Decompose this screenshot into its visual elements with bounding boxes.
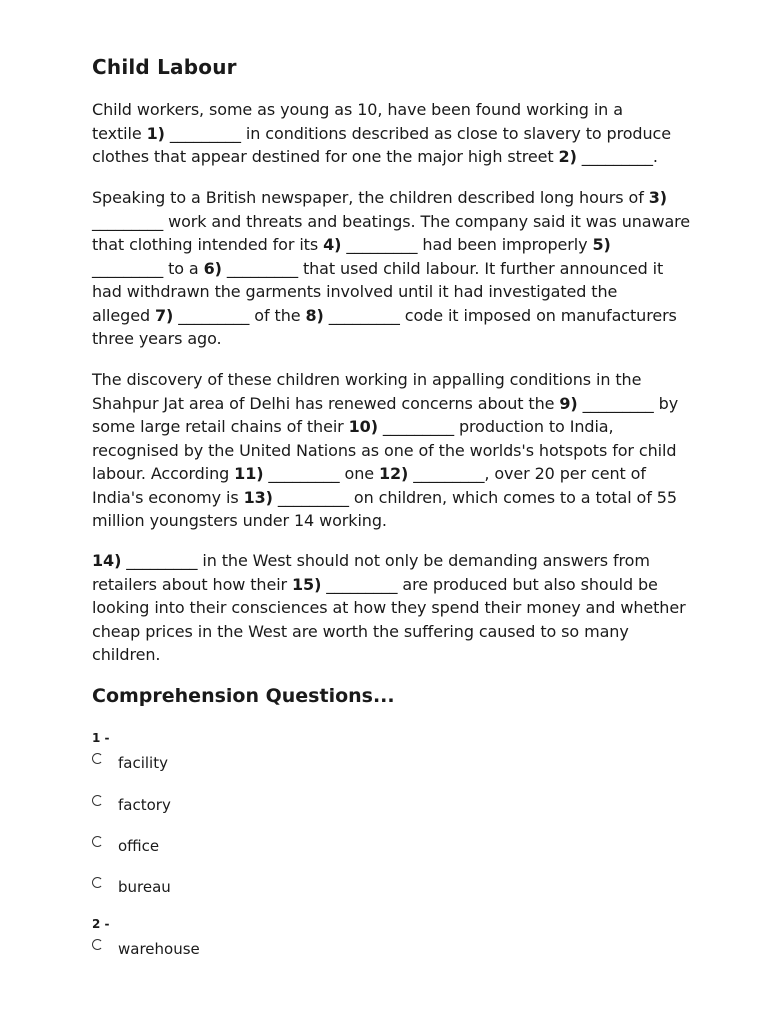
text-line: [92, 98, 671, 122]
text-line: [92, 186, 690, 210]
blank-number: 9): [559, 393, 578, 413]
text-segment: clothes that appear destined for one the major high street: [92, 147, 559, 166]
blank-number: 13): [243, 487, 273, 507]
text-line: [92, 596, 686, 620]
text-segment: _________.: [576, 147, 658, 166]
questions-heading: Comprehension Questions...: [92, 685, 395, 707]
text-segment: looking into their consciences at how they spend their money and whether: [92, 598, 686, 617]
text-segment: had withdrawn the garments involved until it had investigated the: [92, 282, 618, 301]
question-2-number: 2 -: [92, 917, 110, 931]
blank-number: 15): [292, 574, 322, 594]
radio-icon[interactable]: [92, 753, 103, 764]
text-line: [92, 549, 686, 573]
text-segment: million youngsters under 14 working.: [92, 511, 387, 530]
blank-number: 12): [378, 464, 409, 483]
radio-icon[interactable]: [92, 836, 103, 847]
text-line: [92, 486, 678, 510]
text-line: [92, 233, 690, 257]
text-segment: labour. According: [92, 464, 235, 483]
text-segment: Speaking to a British newspaper, the children described long hours of: [92, 188, 649, 207]
text-line: [92, 643, 686, 667]
text-line: [92, 415, 678, 439]
text-segment: _________ in conditions described as close to slavery to produce: [164, 123, 671, 143]
text-segment: _________ work and threats and beatings. The company said it was unaware: [92, 211, 691, 231]
option-label: warehouse: [118, 940, 200, 958]
page-title: Child Labour: [92, 55, 237, 79]
blank-number: 3): [648, 188, 667, 207]
paragraph-1: [92, 98, 671, 169]
text-segment: _________, over 20 per cent of: [408, 464, 646, 483]
blank-number: 11): [234, 464, 264, 483]
text-segment: alleged: [92, 305, 155, 325]
option-label: office: [118, 837, 160, 855]
blank-number: 6): [203, 258, 222, 278]
option-label: bureau: [118, 878, 171, 896]
text-line: [92, 439, 678, 463]
radio-icon[interactable]: [92, 795, 103, 806]
option-label: facility: [118, 754, 168, 772]
text-line: [92, 304, 690, 328]
text-segment: recognised by the United Nations as one of the worlds's hotspots for child: [92, 440, 677, 460]
text-line: [92, 122, 671, 146]
blank-number: 4): [323, 235, 342, 254]
text-segment: Shahpur Jat area of Delhi has renewed concerns about the: [92, 393, 560, 413]
text-line: [92, 210, 690, 234]
text-segment: _________ to a: [92, 258, 204, 278]
radio-icon[interactable]: [92, 939, 103, 950]
text-line: [92, 509, 678, 533]
text-segment: _________ by: [577, 393, 679, 413]
paragraph-2: [92, 186, 690, 351]
text-line: [92, 462, 678, 486]
blank-number: 5): [592, 235, 611, 254]
text-segment: _________ that used child labour. It further announced it: [221, 258, 664, 278]
text-segment: children.: [92, 645, 161, 664]
text-segment: The discovery of these children working in appalling conditions in the: [92, 370, 642, 389]
text-line: [92, 145, 671, 169]
text-segment: _________ production to India,: [377, 417, 614, 436]
option-label: factory: [118, 796, 171, 814]
text-segment: _________ code it imposed on manufacturers: [323, 305, 677, 325]
text-segment: India's economy is: [92, 487, 244, 507]
blank-number: 8): [305, 305, 324, 325]
text-segment: some large retail chains of their: [92, 417, 349, 436]
text-segment: cheap prices in the West are worth the suffering caused to so many: [92, 621, 629, 641]
blank-number: 14): [92, 551, 122, 570]
text-line: [92, 392, 678, 416]
text-segment: _________ had been improperly: [341, 235, 593, 254]
paragraph-4: [92, 549, 686, 667]
text-segment: Child workers, some as young as 10, have been found working in a: [92, 100, 623, 119]
text-line: [92, 573, 686, 597]
blank-number: 1): [146, 123, 165, 143]
blank-number: 7): [154, 305, 174, 325]
text-segment: that clothing intended for its: [92, 235, 324, 254]
blank-number: 10): [348, 417, 378, 436]
text-line: [92, 368, 678, 392]
paragraph-3: [92, 368, 678, 533]
text-line: [92, 280, 690, 304]
text-segment: three years ago.: [92, 329, 222, 348]
text-segment: _________ of the: [173, 305, 306, 325]
text-segment: _________ are produced but also should be: [321, 574, 658, 594]
question-1-number: 1 -: [92, 731, 110, 745]
text-segment: _________ on children, which comes to a total of 55: [272, 487, 677, 507]
text-line: [92, 257, 690, 281]
text-line: [92, 327, 690, 351]
text-segment: textile: [92, 123, 147, 143]
text-line: [92, 620, 686, 644]
blank-number: 2): [558, 147, 577, 166]
text-segment: _________ one: [263, 464, 379, 483]
text-segment: _________ in the West should not only be demanding answers from: [121, 551, 650, 570]
text-segment: retailers about how their: [92, 574, 293, 594]
radio-icon[interactable]: [92, 877, 103, 888]
